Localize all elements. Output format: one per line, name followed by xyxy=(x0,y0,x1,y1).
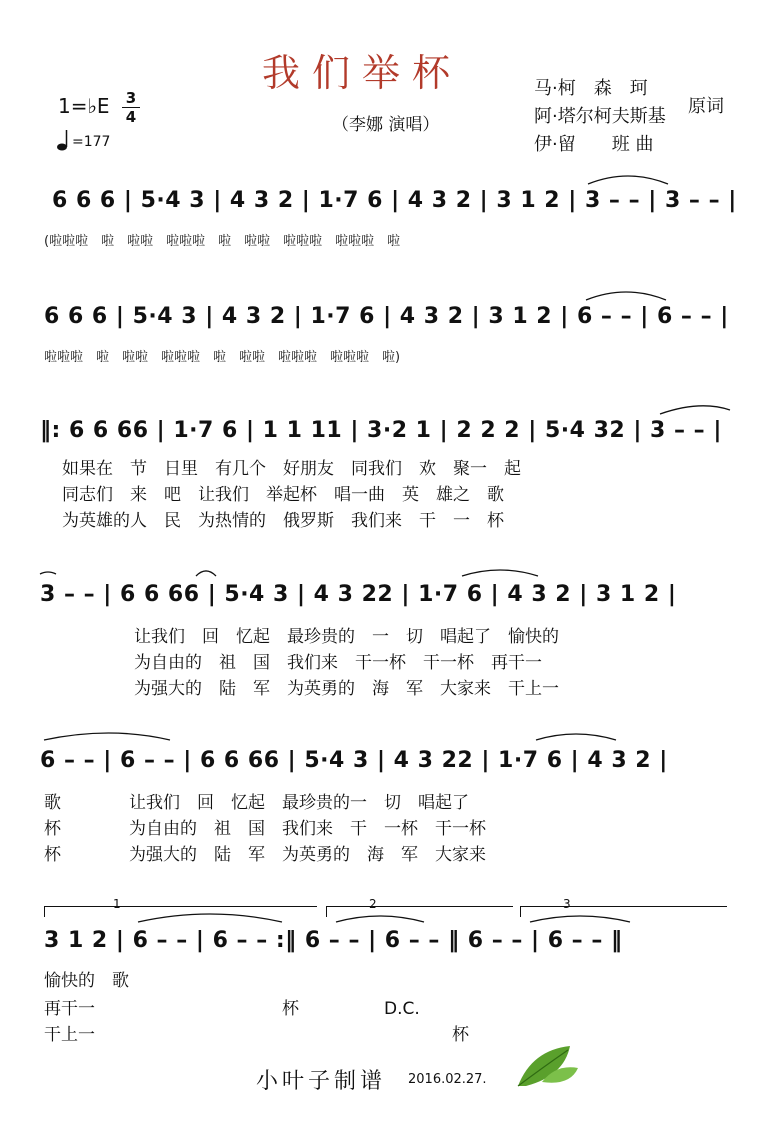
key-signature: 1=♭E xyxy=(58,94,110,118)
lyricist-2: 阿·塔尔柯夫斯基 xyxy=(534,106,666,127)
notation-line-5: 6 – – | 6 – – | 6 6 66 | 5·4 3 | 4 3 22 | 1·7 6 | 4 3 2 | xyxy=(40,748,668,773)
tempo-marking: =177 xyxy=(72,134,111,150)
lyrics-line-1: (啦啦啦 啦 啦啦 啦啦啦 啦 啦啦 啦啦啦 啦啦啦 啦 xyxy=(44,234,401,249)
lyrics-line-6-verse-3: 干上一 杯 xyxy=(44,1025,469,1045)
lyrics-line-4-verse-2: 为自由的 祖 国 我们来 干一杯 干一杯 再干一 xyxy=(134,653,542,673)
notation-line-2: 6 6 6 | 5·4 3 | 4 3 2 | 1·7 6 | 4 3 2 | 3 1 2 | 6 – – | 6 – – | xyxy=(44,304,729,329)
song-title: 我们举杯 xyxy=(262,51,463,95)
lyrics-line-3-verse-1: 如果在 节 日里 有几个 好朋友 同我们 欢 聚一 起 xyxy=(62,459,521,479)
volta-3: 3 xyxy=(520,906,727,917)
lyricist-suffix: 原词 xyxy=(688,96,724,117)
lyrics-line-3-verse-3: 为英雄的人 民 为热情的 俄罗斯 我们来 干 一 杯 xyxy=(62,511,504,531)
lyricist-1: 马·柯 森 珂 xyxy=(534,78,648,99)
lyrics-line-3-verse-2: 同志们 来 吧 让我们 举起杯 唱一曲 英 雄之 歌 xyxy=(62,485,504,505)
singer-credit: （李娜 演唱） xyxy=(332,115,440,135)
maker-credit: 小叶子制谱 xyxy=(256,1069,387,1094)
time-top: 3 xyxy=(125,89,137,107)
lyrics-line-5-verse-1: 歌 让我们 回 忆起 最珍贵的一 切 唱起了 xyxy=(44,793,469,813)
lyrics-line-2: 啦啦啦 啦 啦啦 啦啦啦 啦 啦啦 啦啦啦 啦啦啦 啦) xyxy=(44,350,401,365)
volta-1: 1 xyxy=(44,906,317,917)
notation-line-4: 3 – – | 6 6 66 | 5·4 3 | 4 3 22 | 1·7 6 | 4 3 2 | 3 1 2 | xyxy=(40,582,677,607)
lyrics-line-5-verse-2: 杯 为自由的 祖 国 我们来 干 一杯 干一杯 xyxy=(44,819,486,839)
lyrics-line-4-verse-3: 为强大的 陆 军 为英勇的 海 军 大家来 干上一 xyxy=(134,679,559,699)
notation-line-6: 3 1 2 | 6 – – | 6 – – :‖ 6 – – | 6 – – ‖ 6 – – | 6 – – ‖ xyxy=(44,928,623,953)
composer: 伊·留 班 曲 xyxy=(534,134,654,155)
leaf-icon xyxy=(512,1042,582,1092)
date-stamp: 2016.02.27. xyxy=(408,1072,487,1087)
lyrics-line-6-verse-1: 愉快的 歌 xyxy=(44,971,129,991)
lyrics-line-6-verse-2: 再干一 杯 D.C. xyxy=(44,999,420,1019)
volta-2: 2 xyxy=(326,906,513,917)
lyrics-line-4-verse-1: 让我们 回 忆起 最珍贵的 一 切 唱起了 愉快的 xyxy=(134,627,559,647)
time-bottom: 4 xyxy=(125,108,137,126)
lyrics-line-5-verse-3: 杯 为强大的 陆 军 为英勇的 海 军 大家来 xyxy=(44,845,486,865)
notation-line-3: ‖: 6 6 66 | 1·7 6 | 1 1 11 | 3·2 1 | 2 2 2 | 5·4 32 | 3 – – | xyxy=(40,418,722,443)
notation-line-1: 6 6 6 | 5·4 3 | 4 3 2 | 1·7 6 | 4 3 2 | 3 1 2 | 3 – – | 3 – – | xyxy=(52,188,737,213)
